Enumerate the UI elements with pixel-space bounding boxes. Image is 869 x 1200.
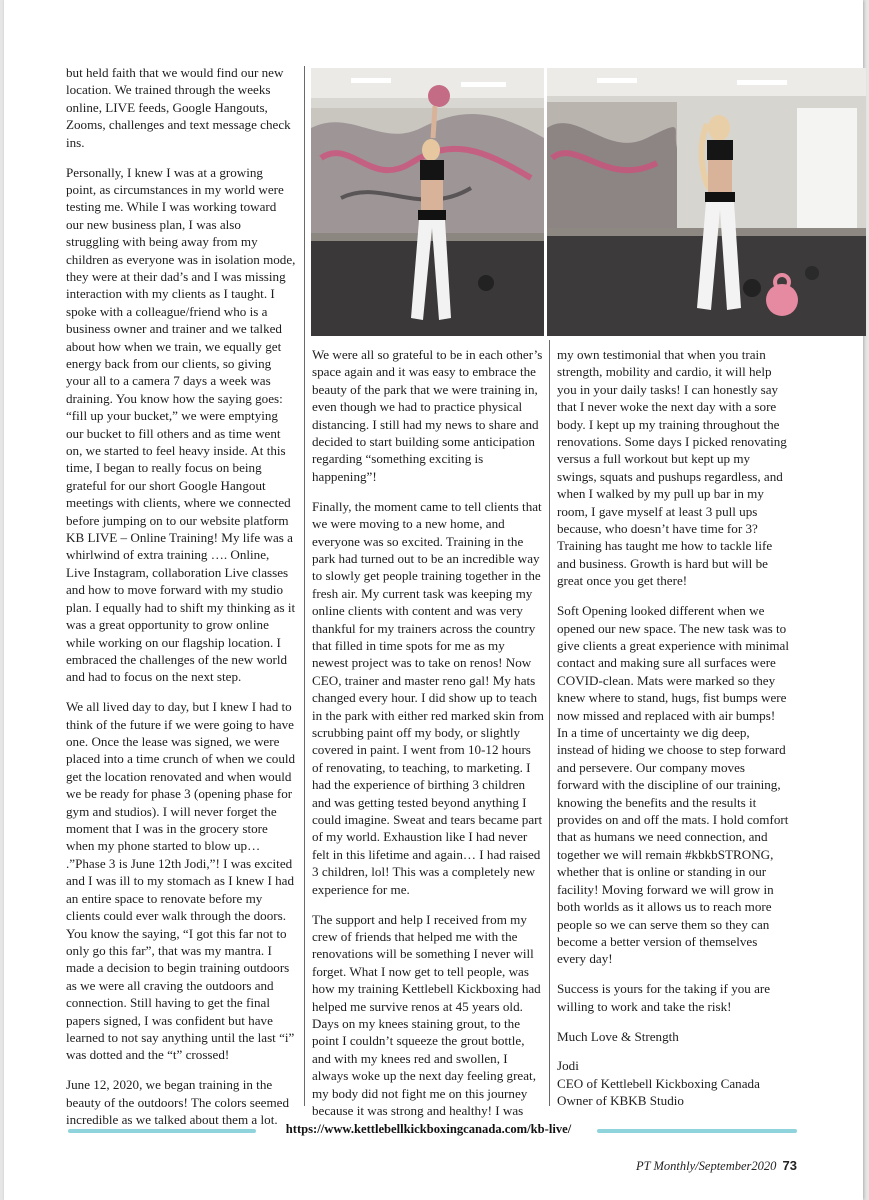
footer-accent-line-right [597,1129,797,1133]
text-column-1 [66,64,296,1141]
signature-title-2: Owner of KBKB Studio [557,1093,684,1109]
column3-paragraph-2: Soft Opening looked different when we opened our new space. The new task was to give clients a great experience with minimal contact and making sure all surfaces were COVID-clean. Mats were marked so they knew where to stand, hugs, fist bumps were now missed and replaced with air bumps! In a time of uncertainty we dig deep, instead of hiding we choose to step forward and persevere. Our company moves forward with the discipline of our training, knowing the benefits and the results it provides on and off the mats. I hold comfort that as humans we need connection, and together we will remain #kbkbSTRONG, whether that is online or standing in our facility! Moving forward we will grow in both worlds as it allows us to reach more people so we can serve them so they can become a better version of themselves every day! [557,603,789,967]
column2-paragraph-1: We were all so grateful to be in each other’s space again and it was easy to embrace the beauty of the park that we were training in, even though we had to practice physical distancing. I still had my news to share and decided to start building some anticipation regarding “something exciting is happening”! [312,347,543,484]
column-divider-1 [304,66,305,1106]
photo-2-image [547,68,866,336]
column1-paragraph-1: but held faith that we would find our new location. We trained through the weeks online, LIVE feeds, Google Hangouts, Zooms, challenges and text message check ins. [66,65,291,150]
signature-block [557,1057,789,1109]
column1-paragraph-4: June 12, 2020, we began training in the beauty of the outdoors! The colors seemed incredible as we talked about them a lot. [66,1077,290,1128]
column3-paragraph-1: my own testimonial that when you train strength, mobility and cardio, it will help you in your daily tasks! I can honestly say that I never woke the next day with a sore body. I kept up my training throughout the renovations. Some days I picked renovating versus a full workout but kept up my swings, squats and pushups regardless, and when I walked by my pull up bar in my room, I gave myself at least 3 pull ups because, who doesn’t have time for 3? Training has taught me how to tackle life and business. Growth is hard but will be great once you get there! [557,347,787,589]
column3-paragraph-3: Success is yours for the taking if you are willing to work and take the risk! [557,981,771,1014]
text-column-3 [557,346,789,1110]
column3-closing: Much Love & Strength [557,1028,679,1044]
magazine-page [4,0,863,1200]
text-column-2 [312,346,544,1132]
signature-name: Jodi [557,1058,579,1074]
photo-kettlebell-overhead [311,68,544,336]
photo-strip [311,68,866,336]
photo-standing-kettlebells [547,68,866,336]
column2-paragraph-3: The support and help I received from my crew of friends that helped me with the renovations will be something I never will forget. What I now get to tell people, was how my training Kettlebell Kickboxing had helped me survive renos at 45 years old. Days on my knees staining grout, to the point I couldn’t squeeze the grout bottle, and with my knees red and swollen, I always woke up the next day feeling great, my body did not fight me on this journey because it was strong and healthy! I was [312,911,541,1119]
column1-paragraph-2: Personally, I knew I was at a growing point, as circumstances in my world were testing me. While I was working toward our new business plan, I was also struggling with being away from my children as everyone was in isolation mode, they were at their dad’s and I was missing interaction with my clients as I taught. I spoke with a colleague/friend who is a business owner and trainer and we talked about how when we train, we equally get energy back from our clients, so giving your all to a camera 7 days a week was draining. You know how the saying goes: “fill up your bucket,” we were emptying our bucket to fill others and as time went on, we started to feel heavy inside. At this time, I began to really focus on being grateful for our short Google Hangout meetings with clients, where we connected before jumping on to our website platform KB LIVE – Online Training! My life was a whirlwind of extra training …. Online, Live Instagram, collaboration Live classes and how to move forward with my studio plan. I equally had to shift my thinking as it was a great opportunity to grow online while working on our flagship location. I embraced the challenges of the new world and had to focus on the next step. [66,164,296,685]
photo-1-image [311,68,544,336]
page-number: 73 [782,1158,797,1173]
issue-label: PT Monthly/September2020 [636,1159,777,1173]
signature-title-1: CEO of Kettlebell Kickboxing Canada [557,1075,760,1091]
column-divider-2 [549,340,550,1106]
page-footer [636,1158,797,1174]
footer-url-link[interactable]: https://www.kettlebellkickboxingcanada.com/kb-live/ [285,1122,572,1136]
column1-paragraph-3: We all lived day to day, but I knew I had to think of the future if we were going to have one. Once the lease was signed, we were placed into a time crunch of when we could get the location renovated and when would we be ready for phase 3 (opening phase for gym and studios). I will never forget the moment that I was in the grocery store when my phone started to blow up… .”Phase 3 is June 12th Jodi,”! I was excited and I was ill to my stomach as I knew I had an entire space to renovate before my clients could ever walk through the doors. You know the saying, “I got this far not to only go this far”, that was my mantra. I made a decision to begin training outdoors as we were all craving the outdoors and connection. Still having to get the final papers signed, I was confident but have learned to not say anything until the last “i” was dotted and the “t” crossed! [66,699,296,1063]
footer-accent-line-left [68,1129,256,1133]
column2-paragraph-2: Finally, the moment came to tell clients that we were moving to a new home, and everyone was so excited. Training in the park had turned out to be an incredible way to slowly get people training together in the fresh air. My current task was keeping my online clients with content and was very thankful for my trainers across the country that filled in time spots for me as my newest project was to take on renos! Now CEO, trainer and master reno gal! My hats changed every hour. I did show up to teach in the park with either red marked skin from scrubbing paint off my body, or slightly covered in paint. I went from 10-12 hours of renovating, to teaching, to marketing. I had the experience of birthing 3 children and was getting tested beyond anything I could imagine. Sweat and tears became part of my world. Exhaustion like I had never felt in this lifetime and again… I had raised 3 children, lol! This was a completely new experience for me. [312,498,544,897]
